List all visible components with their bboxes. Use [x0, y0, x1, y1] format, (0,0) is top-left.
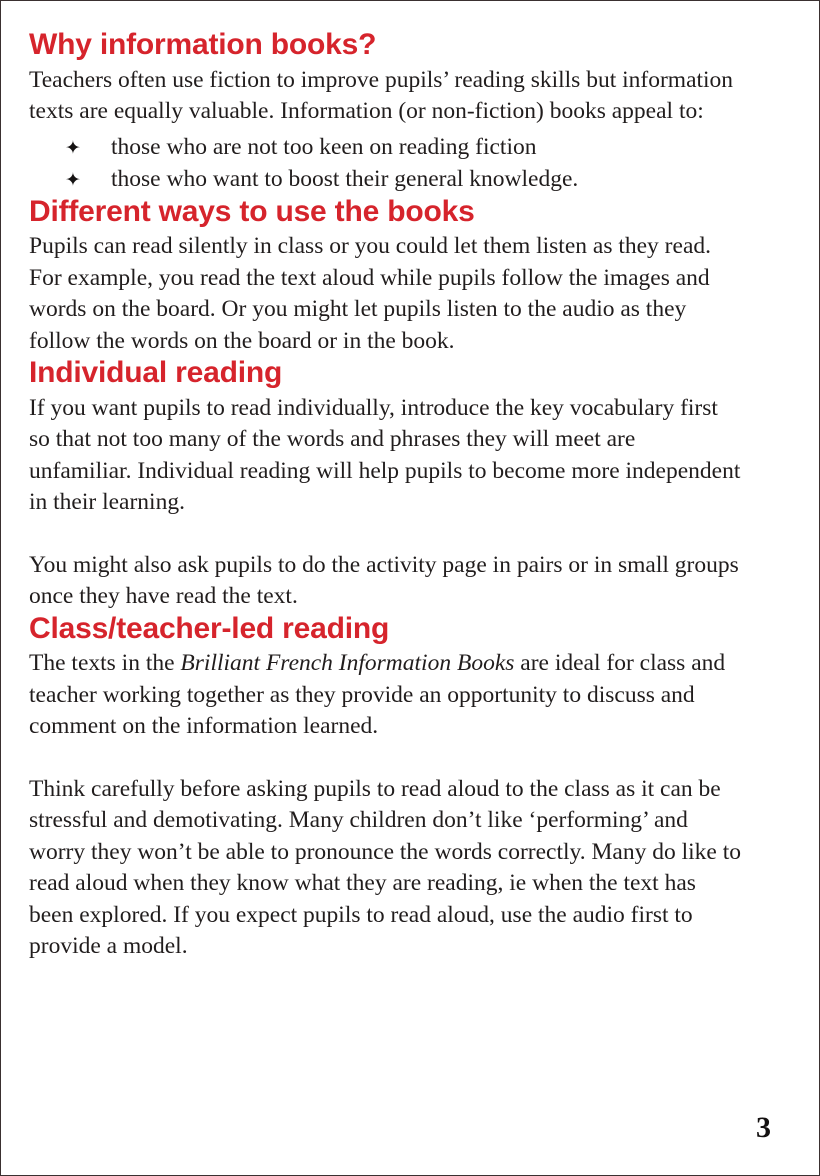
paragraph-individual-reading-2: You might also ask pupils to do the activity page in pairs or in small groups once they have read the text. [29, 551, 739, 609]
section-heading-why-information-books: Why information books? [29, 28, 377, 61]
page-number: 3 [756, 1111, 771, 1144]
list-item-label: those who want to boost their general knowledge. [111, 165, 579, 192]
paragraph-individual-reading-1: If you want pupils to read individually, introduce the key vocabulary first so that not too many of the words and phrases they will meet are unfamiliar. Individual reading will help pupils to become more independent in their learning. [29, 394, 741, 515]
paragraph-why-information-books: Teachers often use fiction to improve pupils’ reading skills but information texts are equally valuable. Information (or non-fiction) books appeal to: [29, 66, 734, 124]
paragraph-text-before-title: The texts in the [29, 650, 181, 676]
list-item [29, 132, 741, 164]
paragraph-text-after-title: are ideal for class and teacher working together as they provide an opportunity to discuss and comment on the information learned. [29, 650, 726, 739]
book-series-title: Brilliant French Information Books [180, 650, 515, 676]
paragraph-different-ways: Pupils can read silently in class or you could let them listen as they read. For example, you read the text aloud while pupils follow the images and words on the board. Or you might let pupils listen to the audio as they follow the words on the board or in the book. [29, 233, 711, 354]
star-bullet-icon: ✦ [65, 137, 81, 159]
list-item [29, 164, 741, 196]
section-heading-different-ways-to-use-the-books: Different ways to use the books [29, 194, 475, 228]
paragraph-class-teacher-led-2: Think carefully before asking pupils to read aloud to the class as it can be stressful and demotivating. Many children don’t like ‘performing’ and worry they won’t be able to pronounce the words correctly. Many do like to read aloud when they know what they are reading, ie when the text has been explored. If you expect pupils to read aloud, use the audio first to provide a model. [29, 775, 741, 959]
section-heading-individual-reading: Individual reading [29, 356, 283, 389]
paragraph-class-teacher-led-1 [29, 648, 741, 743]
page-content [29, 29, 741, 963]
benefits-bullet-list [29, 132, 741, 196]
star-bullet-icon: ✦ [65, 169, 81, 191]
list-item-label: those who are not too keen on reading fiction [111, 133, 537, 160]
section-heading-class-teacher-led-reading: Class/teacher-led reading [29, 611, 390, 645]
